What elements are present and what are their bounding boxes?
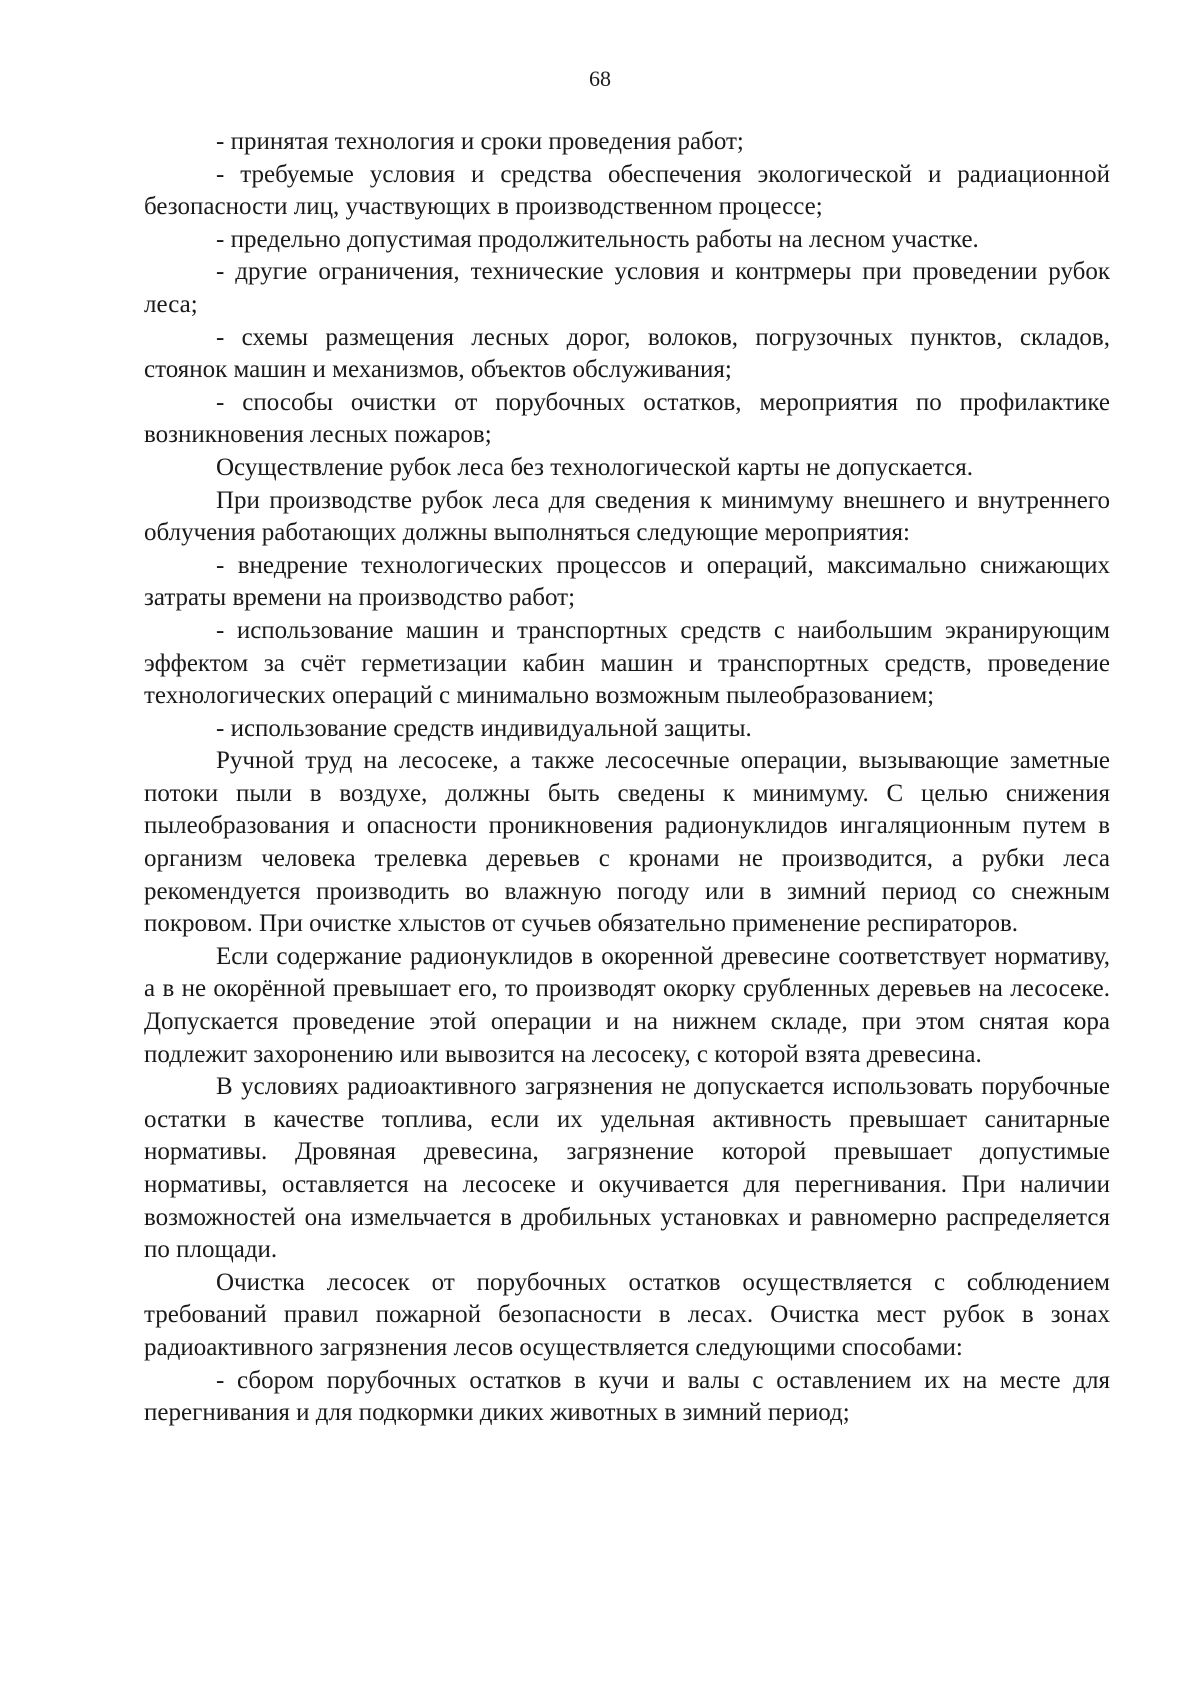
paragraph: - использование машин и транспортных средств с наибольшим экранирующим эффектом за счёт герметизации кабин машин и транспортных средств, проведение технологических операций с минимально возможным пылеобразованием; (144, 616, 1110, 710)
document-body (144, 126, 1110, 1430)
paragraph: - требуемые условия и средства обеспечения экологической и радиационной безопасности лиц, участвующих в производственном процессе; (144, 160, 1110, 221)
paragraph: - предельно допустимая продолжительность работы на лесном участке. (216, 225, 979, 253)
paragraph: В условиях радиоактивного загрязнения не допускается использовать порубочные остатки в качестве топлива, если их удельная активность превышает санитарные нормативы. Дровяная древесина, загрязнение которой превышает допустимые нормативы, оставляется на лесосеке и окучивается для перегнивания. При наличии возможностей она измельчается в дробильных установках и равномерно распределяется по площади. (144, 1073, 1110, 1264)
paragraph: - способы очистки от порубочных остатков, мероприятия по профилактике возникновения лесных пожаров; (144, 388, 1110, 449)
paragraph: - использование средств индивидуальной защиты. (216, 714, 752, 742)
paragraph: Если содержание радионуклидов в окоренной древесине соответствует нормативу, а в не окорённой превышает его, то производят окорку срубленных деревьев на лесосеке. Допускается проведение этой операции и на нижнем складе, при этом снятая кора подлежит захоронению или вывозится на лесосеку, с которой взята древесина. (144, 942, 1110, 1068)
paragraph: - другие ограничения, технические условия и контрмеры при проведении рубок леса; (144, 258, 1110, 318)
paragraph: Очистка лесосек от порубочных остатков осуществляется с соблюдением требований правил пожарной безопасности в лесах. Очистка мест рубок в зонах радиоактивного загрязнения лесов осуществляется следующими способами: (144, 1268, 1110, 1361)
paragraph: - схемы размещения лесных дорог, волоков, погрузочных пунктов, складов, стоянок машин и механизмов, объектов обслуживания; (144, 323, 1110, 384)
paragraph: Осуществление рубок леса без технологической карты не допускается. (216, 453, 973, 481)
paragraph: Ручной труд на лесосеке, а также лесосечные операции, вызывающие заметные потоки пыли в воздухе, должны быть сведены к минимуму. С целью снижения пылеобразования и опасности проникновения радионуклидов ингаляционным путем в организм человека трелевка деревьев с кронами не производится, а рубки леса рекомендуется производить во влажную погоду или в зимний период со снежным покровом. При очистке хлыстов от сучьев обязательно применение респираторов. (144, 747, 1110, 938)
page-number: 68 (589, 66, 611, 91)
paragraph: - сбором порубочных остатков в кучи и валы с оставлением их на месте для перегнивания и для подкормки диких животных в зимний период; (144, 1366, 1110, 1427)
paragraph: - внедрение технологических процессов и операций, максимально снижающих затраты времени на производство работ; (144, 551, 1110, 612)
paragraph: - принятая технология и сроки проведения работ; (216, 128, 744, 155)
paragraph: При производстве рубок леса для сведения к минимуму внешнего и внутреннего облучения работающих должны выполняться следующие мероприятия: (144, 486, 1110, 547)
